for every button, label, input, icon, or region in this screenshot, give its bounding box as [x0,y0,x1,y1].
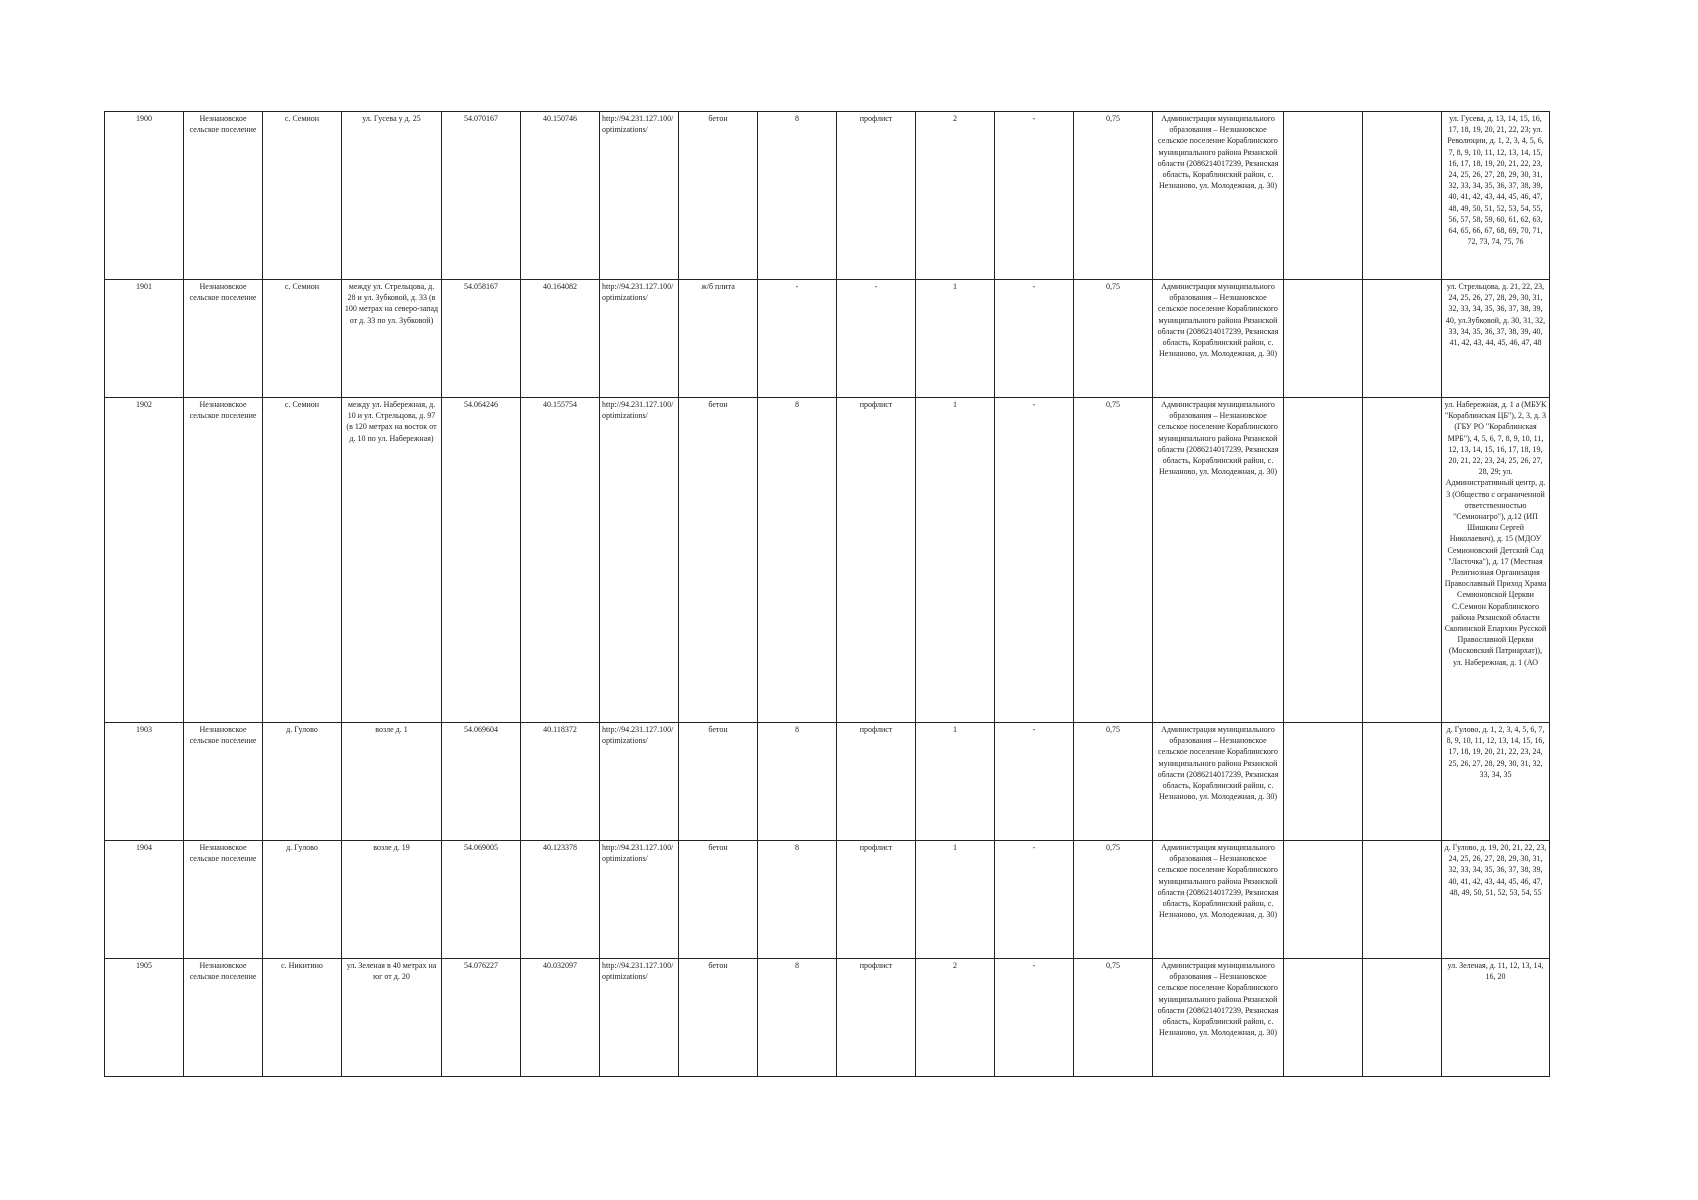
settlement-cell: Незнановское сельское поселение [184,112,263,280]
map-link-cell[interactable]: http://94.231.127.100/optimizations/ [600,280,679,398]
locality-cell: д. Гулово [263,723,342,841]
registry-table [104,111,1550,1077]
waste-sources-cell: ул. Зеленая, д. 11, 12, 13, 14, 16, 20 [1442,959,1550,1077]
empty-cell [1284,280,1363,398]
address-cell: между ул. Набережная, д. 10 и ул. Стрельцова, д. 97 (в 120 метрах на восток от д. 10 по ул. Набережная) [342,398,442,723]
row-number: 1900 [105,112,184,280]
fence-cell: профлист [837,959,916,1077]
locality-cell: с. Семион [263,280,342,398]
latitude-cell: 54.076227 [442,959,521,1077]
row-number: 1902 [105,398,184,723]
empty-cell [1363,841,1442,959]
owner-cell: Администрация муниципального образования – Незнановское сельское поселение Кораблинского муниципального района Рязанской области (2086214017239, Рязанская область, Кораблинский район, с. Незнаново, ул. Молодежная, д. 30) [1153,723,1284,841]
base-cell: ж/б плита [679,280,758,398]
fence-cell: - [837,280,916,398]
address-cell: ул. Зеленая в 40 метрах на юг от д. 20 [342,959,442,1077]
planned-containers-cell: - [995,959,1074,1077]
address-cell: возле д. 19 [342,841,442,959]
row-number: 1901 [105,280,184,398]
planned-containers-cell: - [995,280,1074,398]
waste-sources-cell [1442,398,1550,723]
table-row [105,112,1550,280]
waste-sources-text: ул. Набережная, д. 1 а (МБУК "Кораблинская ЦБ"), 2, 3, д. 3 (ГБУ РО "Кораблинская МРБ"), 4, 5, 6, 7, 8, 9, 10, 11, 12, 13, 14, 15, 16, 17, 18, 19, 20, 21, 22, 23, 24, 25, 26, 27, 28, 29; ул. Административный центр, д. 3 (Общество с ограниченной ответственностью "Семионагро"), д.12 (ИП Шишкин Сергей Николаевич), д. 15 (МДОУ Семионовский Детский Сад "Ласточка"), д. 17 (Местная Религиозная Организация Православный Приход Храма Семионовской Церкви С.Семион Кораблинского района Рязанской области Скопинской Епархии Русской Православной Церкви (Московский Патриархат)), ул. Набережная, д. 1 (АО [1444,400,1547,667]
longitude-cell: 40.150746 [521,112,600,280]
base-cell: бетон [679,398,758,723]
row-number: 1905 [105,959,184,1077]
latitude-cell: 54.069604 [442,723,521,841]
planned-containers-cell: - [995,398,1074,723]
locality-cell: с. Семион [263,398,342,723]
owner-cell: Администрация муниципального образования – Незнановское сельское поселение Кораблинского муниципального района Рязанской области (2086214017239, Рязанская область, Кораблинский район, с. Незнаново, ул. Молодежная, д. 30) [1153,841,1284,959]
waste-sources-cell: д. Гулово, д. 19, 20, 21, 22, 23, 24, 25, 26, 27, 28, 29, 30, 31, 32, 33, 34, 35, 36, 37, 38, 39, 40, 41, 42, 43, 44, 45, 46, 47, 48, 49, 50, 51, 52, 53, 54, 55 [1442,841,1550,959]
containers-count-cell: 1 [916,398,995,723]
owner-cell: Администрация муниципального образования – Незнановское сельское поселение Кораблинского муниципального района Рязанской области (2086214017239, Рязанская область, Кораблинский район, с. Незнаново, ул. Молодежная, д. 30) [1153,280,1284,398]
waste-sources-cell: д. Гулово, д. 1, 2, 3, 4, 5, 6, 7, 8, 9, 10, 11, 12, 13, 14, 15, 16, 17, 18, 19, 20, 21, 22, 23, 24, 25, 26, 27, 28, 29, 30, 31, 32, 33, 34, 35 [1442,723,1550,841]
volume-cell: 0,75 [1074,841,1153,959]
longitude-cell: 40.164082 [521,280,600,398]
fence-cell: профлист [837,723,916,841]
empty-cell [1363,112,1442,280]
base-cell: бетон [679,841,758,959]
containers-count-cell: 1 [916,280,995,398]
fence-cell: профлист [837,112,916,280]
area-cell: 8 [758,959,837,1077]
volume-cell: 0,75 [1074,723,1153,841]
table-row [105,841,1550,959]
base-cell: бетон [679,959,758,1077]
map-link-cell[interactable]: http://94.231.127.100/optimizations/ [600,398,679,723]
owner-cell: Администрация муниципального образования – Незнановское сельское поселение Кораблинского муниципального района Рязанской области (2086214017239, Рязанская область, Кораблинский район, с. Незнаново, ул. Молодежная, д. 30) [1153,398,1284,723]
latitude-cell: 54.070167 [442,112,521,280]
row-number: 1903 [105,723,184,841]
waste-sources-cell: ул. Стрельцова, д. 21, 22, 23, 24, 25, 26, 27, 28, 29, 30, 31, 32, 33, 34, 35, 36, 37, 38, 39, 40, ул.Зубковой, д. 30, 31, 32, 33, 34, 35, 36, 37, 38, 39, 40, 41, 42, 43, 44, 45, 46, 47, 48 [1442,280,1550,398]
table-row [105,959,1550,1077]
area-cell: 8 [758,723,837,841]
map-link-cell[interactable]: http://94.231.127.100/optimizations/ [600,959,679,1077]
base-cell: бетон [679,112,758,280]
address-cell: возле д. 1 [342,723,442,841]
volume-cell: 0,75 [1074,112,1153,280]
area-cell: 8 [758,841,837,959]
empty-cell [1363,959,1442,1077]
fence-cell: профлист [837,841,916,959]
volume-cell: 0,75 [1074,959,1153,1077]
locality-cell: с. Семион [263,112,342,280]
volume-cell: 0,75 [1074,280,1153,398]
map-link-cell[interactable]: http://94.231.127.100/optimizations/ [600,723,679,841]
fence-cell: профлист [837,398,916,723]
settlement-cell: Незнановское сельское поселение [184,398,263,723]
longitude-cell: 40.118372 [521,723,600,841]
containers-count-cell: 1 [916,723,995,841]
map-link-cell[interactable]: http://94.231.127.100/optimizations/ [600,841,679,959]
containers-count-cell: 2 [916,959,995,1077]
empty-cell [1284,959,1363,1077]
locality-cell: с. Никитино [263,959,342,1077]
planned-containers-cell: - [995,723,1074,841]
containers-count-cell: 1 [916,841,995,959]
empty-cell [1363,723,1442,841]
settlement-cell: Незнановское сельское поселение [184,841,263,959]
settlement-cell: Незнановское сельское поселение [184,959,263,1077]
containers-count-cell: 2 [916,112,995,280]
settlement-cell: Незнановское сельское поселение [184,723,263,841]
table-row [105,723,1550,841]
volume-cell: 0,75 [1074,398,1153,723]
area-cell: 8 [758,112,837,280]
empty-cell [1284,112,1363,280]
table-row [105,280,1550,398]
planned-containers-cell: - [995,841,1074,959]
table-row [105,398,1550,723]
address-cell: между ул. Стрельцова, д. 28 и ул. Зубковой, д. 33 (в 100 метрах на северо-запад от д. 33 по ул. Зубковой) [342,280,442,398]
area-cell: 8 [758,398,837,723]
empty-cell [1363,280,1442,398]
empty-cell [1284,398,1363,723]
latitude-cell: 54.064246 [442,398,521,723]
base-cell: бетон [679,723,758,841]
waste-sources-cell: ул. Гусева, д. 13, 14, 15, 16, 17, 18, 19, 20, 21, 22, 23; ул. Революции, д. 1, 2, 3, 4, 5, 6, 7, 8, 9, 10, 11, 12, 13, 14, 15, 16, 17, 18, 19, 20, 21, 22, 23, 24, 25, 26, 27, 28, 29, 30, 31, 32, 33, 34, 35, 36, 37, 38, 39, 40, 41, 42, 43, 44, 45, 46, 47, 48, 49, 50, 51, 52, 53, 54, 55, 56, 57, 58, 59, 60, 61, 62, 63, 64, 65, 66, 67, 68, 69, 70, 71, 72, 73, 74, 75, 76 [1442,112,1550,280]
latitude-cell: 54.058167 [442,280,521,398]
owner-cell: Администрация муниципального образования – Незнановское сельское поселение Кораблинского муниципального района Рязанской области (2086214017239, Рязанская область, Кораблинский район, с. Незнаново, ул. Молодежная, д. 30) [1153,959,1284,1077]
address-cell: ул. Гусева у д. 25 [342,112,442,280]
planned-containers-cell: - [995,112,1074,280]
owner-cell: Администрация муниципального образования – Незнановское сельское поселение Кораблинского муниципального района Рязанской области (2086214017239, Рязанская область, Кораблинский район, с. Незнаново, ул. Молодежная, д. 30) [1153,112,1284,280]
empty-cell [1284,723,1363,841]
latitude-cell: 54.069005 [442,841,521,959]
locality-cell: д. Гулово [263,841,342,959]
map-link-cell[interactable]: http://94.231.127.100/optimizations/ [600,112,679,280]
area-cell: - [758,280,837,398]
settlement-cell: Незнановское сельское поселение [184,280,263,398]
empty-cell [1284,841,1363,959]
empty-cell [1363,398,1442,723]
longitude-cell: 40.032097 [521,959,600,1077]
longitude-cell: 40.155754 [521,398,600,723]
longitude-cell: 40.123378 [521,841,600,959]
row-number: 1904 [105,841,184,959]
